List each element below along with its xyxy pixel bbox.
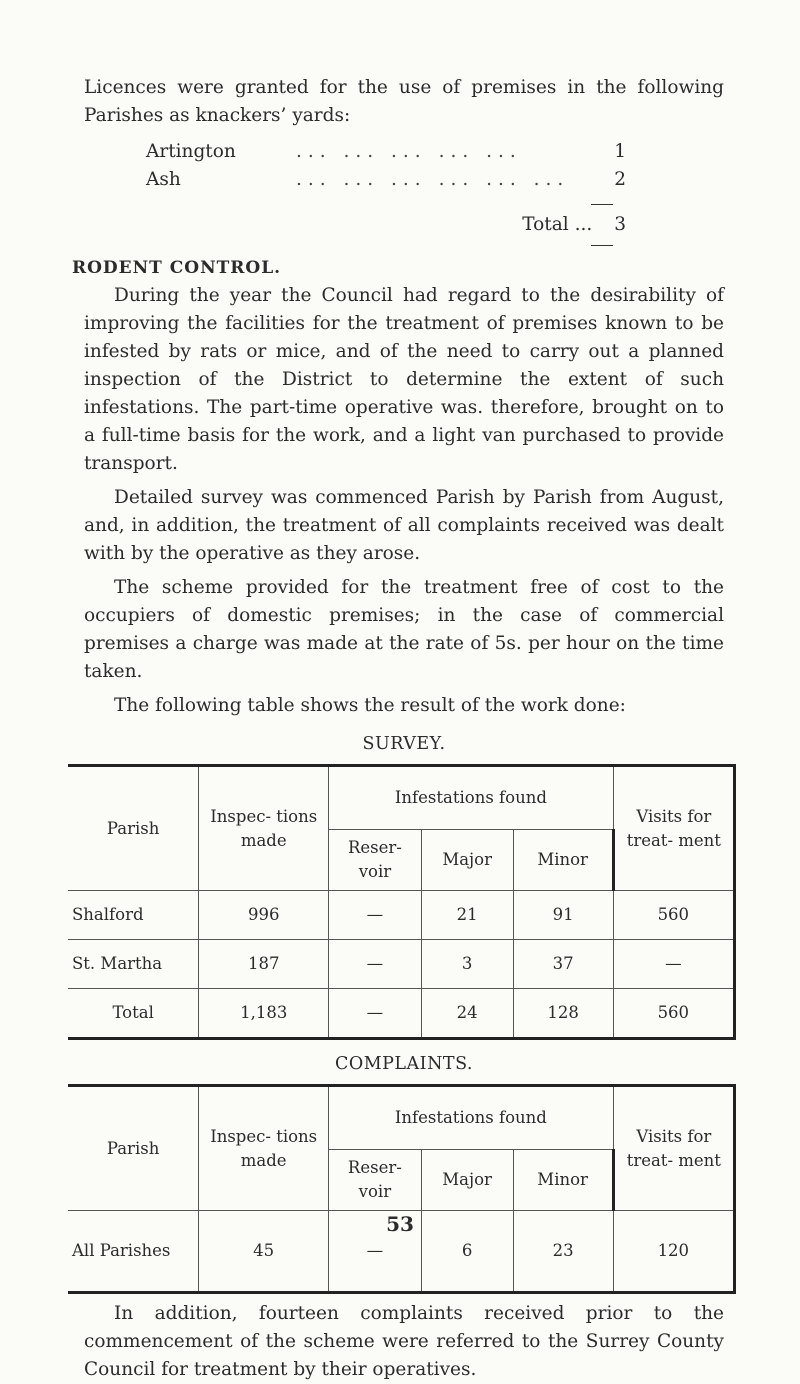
body-paragraph: The following table shows the result of the work done:: [114, 695, 626, 716]
survey-table: [68, 764, 736, 1040]
cell-reservoir: —: [329, 940, 422, 989]
total-value: 3: [614, 214, 626, 235]
licence-row: [146, 138, 626, 166]
complaints-table: [68, 1084, 736, 1294]
sum-rule: [591, 204, 613, 205]
cell-parish: Shalford: [68, 891, 199, 940]
table-row: [68, 940, 735, 989]
header-minor: Minor: [513, 830, 613, 891]
body-paragraph: During the year the Council had regard to the desirability of improving the facilities for the treatment of premises known to be infested by rats or mice, and of the need to carry out a planned inspection of the District to determine the extent of such infestations. The part-time operative was. therefore, brought on to a full-time basis for the work, and a light van purchased to provide transport.: [84, 285, 724, 474]
survey-caption: SURVEY.: [362, 734, 446, 754]
cell-minor: 23: [513, 1211, 613, 1293]
licence-count: 1: [614, 141, 626, 162]
header-major: Major: [421, 1150, 513, 1211]
body-paragraph: Detailed survey was commenced Parish by Parish from August, and, in addition, the treatment of all complaints received was dealt with by the operative as they arose.: [84, 487, 724, 564]
cell-inspections: 45: [199, 1211, 329, 1293]
cell-major: 3: [421, 940, 513, 989]
licence-count: 2: [614, 169, 626, 190]
total-label: Total ...: [522, 214, 593, 235]
cell-parish: All Parishes: [68, 1211, 199, 1293]
page-number: 53: [386, 1212, 414, 1236]
header-inspections: Inspec- tions made: [199, 766, 329, 891]
licence-row: [146, 166, 626, 194]
cell-minor: 128: [513, 989, 613, 1039]
licence-parish: Ash: [146, 169, 181, 190]
footer-paragraph: In addition, fourteen complaints received prior to the commencement of the scheme were referred to the Surrey County Council for treatment by their operatives.: [84, 1303, 724, 1380]
cell-major: 24: [421, 989, 513, 1039]
table-total-row: [68, 989, 735, 1039]
sum-rule: [591, 245, 613, 246]
cell-minor: 37: [513, 940, 613, 989]
header-parish: Parish: [68, 766, 199, 891]
cell-major: 21: [421, 891, 513, 940]
header-parish: Parish: [68, 1086, 199, 1211]
header-infestations: Infestations found: [329, 1086, 614, 1150]
licence-parish: Artington: [146, 141, 236, 162]
cell-inspections: 996: [199, 891, 329, 940]
header-reservoir: Reser- voir: [329, 830, 422, 891]
leader-dots: ... ... ... ... ... ...: [296, 169, 570, 190]
cell-visits: —: [613, 940, 734, 989]
cell-parish: St. Martha: [68, 940, 199, 989]
leader-dots: ... ... ... ... ...: [296, 141, 522, 162]
header-visits: Visits for treat- ment: [613, 1086, 734, 1211]
section-heading: RODENT CONTROL.: [72, 258, 282, 278]
cell-major: 6: [421, 1211, 513, 1293]
cell-reservoir: —: [329, 989, 422, 1039]
cell-minor: 91: [513, 891, 613, 940]
header-minor: Minor: [513, 1150, 613, 1211]
cell-visits: 560: [613, 891, 734, 940]
cell-visits: 120: [613, 1211, 734, 1293]
table-row: [68, 891, 735, 940]
header-inspections: Inspec- tions made: [199, 1086, 329, 1211]
cell-parish: Total: [68, 989, 199, 1039]
header-major: Major: [421, 830, 513, 891]
intro-paragraph: Licences were granted for the use of premises in the following Parishes as knackers’ yards:: [84, 77, 724, 126]
cell-inspections: 187: [199, 940, 329, 989]
document-page: [72, 74, 724, 1384]
body-paragraph: The scheme provided for the treatment free of cost to the occupiers of domestic premises; in the case of commercial premises a charge was made at the rate of 5s. per hour on the time taken.: [84, 577, 724, 682]
cell-reservoir: —: [329, 1211, 422, 1293]
header-infestations: Infestations found: [329, 766, 613, 830]
cell-inspections: 1,183: [199, 989, 329, 1039]
header-reservoir: Reser- voir: [329, 1150, 422, 1211]
complaints-caption: COMPLAINTS.: [334, 1054, 473, 1074]
cell-reservoir: —: [329, 891, 422, 940]
cell-visits: 560: [613, 989, 734, 1039]
header-visits: Visits for treat- ment: [613, 766, 734, 891]
licences-total-row: [84, 211, 626, 239]
